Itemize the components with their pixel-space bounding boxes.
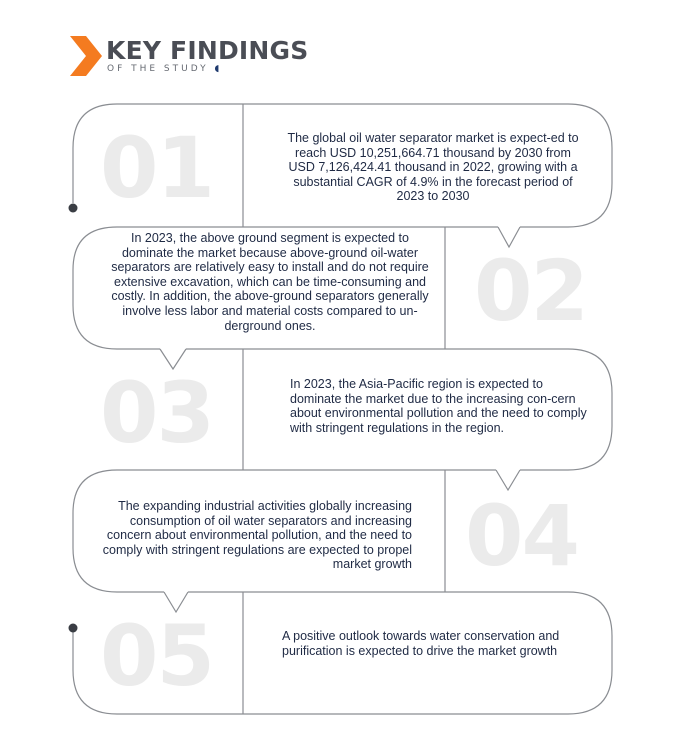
finding-number-03: 03 [100, 364, 213, 462]
finding-text-05: A positive outlook towards water conservation and purification is expected to drive the market growth [282, 629, 560, 658]
finding-number-01: 01 [100, 119, 213, 217]
finding-text-02: In 2023, the above ground segment is expected to dominate the market because above-ground oil-water separators are relatively easy to install and do not require extensive excavation, which can be time-consuming and costly. In addition, the above-ground separators generally involve less labor and material costs compared to un-derground ones. [111, 231, 429, 333]
finding-text-04: The expanding industrial activities globally increasing consumption of oil water separators and increasing concern about environmental pollution, and the need to comply with stringent regulations are expected to propel market growth [102, 499, 412, 572]
finding-number-04: 04 [465, 487, 578, 585]
finding-text-01: The global oil water separator market is expect-ed to reach USD 10,251,664.71 thousand by 2030 from USD 7,126,424.41 thousand in 2022, growing with a substantial CAGR of 4.9% in the forecast period of 2023 to 2030 [287, 131, 579, 204]
finding-number-02: 02 [474, 242, 587, 340]
end-dot-icon [69, 624, 78, 633]
page-subtitle: OF THE STUDY ◖ [107, 64, 220, 74]
finding-number-05: 05 [100, 607, 213, 705]
finding-text-03: In 2023, the Asia-Pacific region is expected to dominate the market due to the increasing con-cern about environmental pollution and the need to comply with stringent regulations in the region. [290, 377, 587, 435]
page-title: KEY FINDINGS [106, 36, 309, 65]
crescent-icon: ◖ [214, 64, 220, 74]
start-dot-icon [69, 204, 78, 213]
